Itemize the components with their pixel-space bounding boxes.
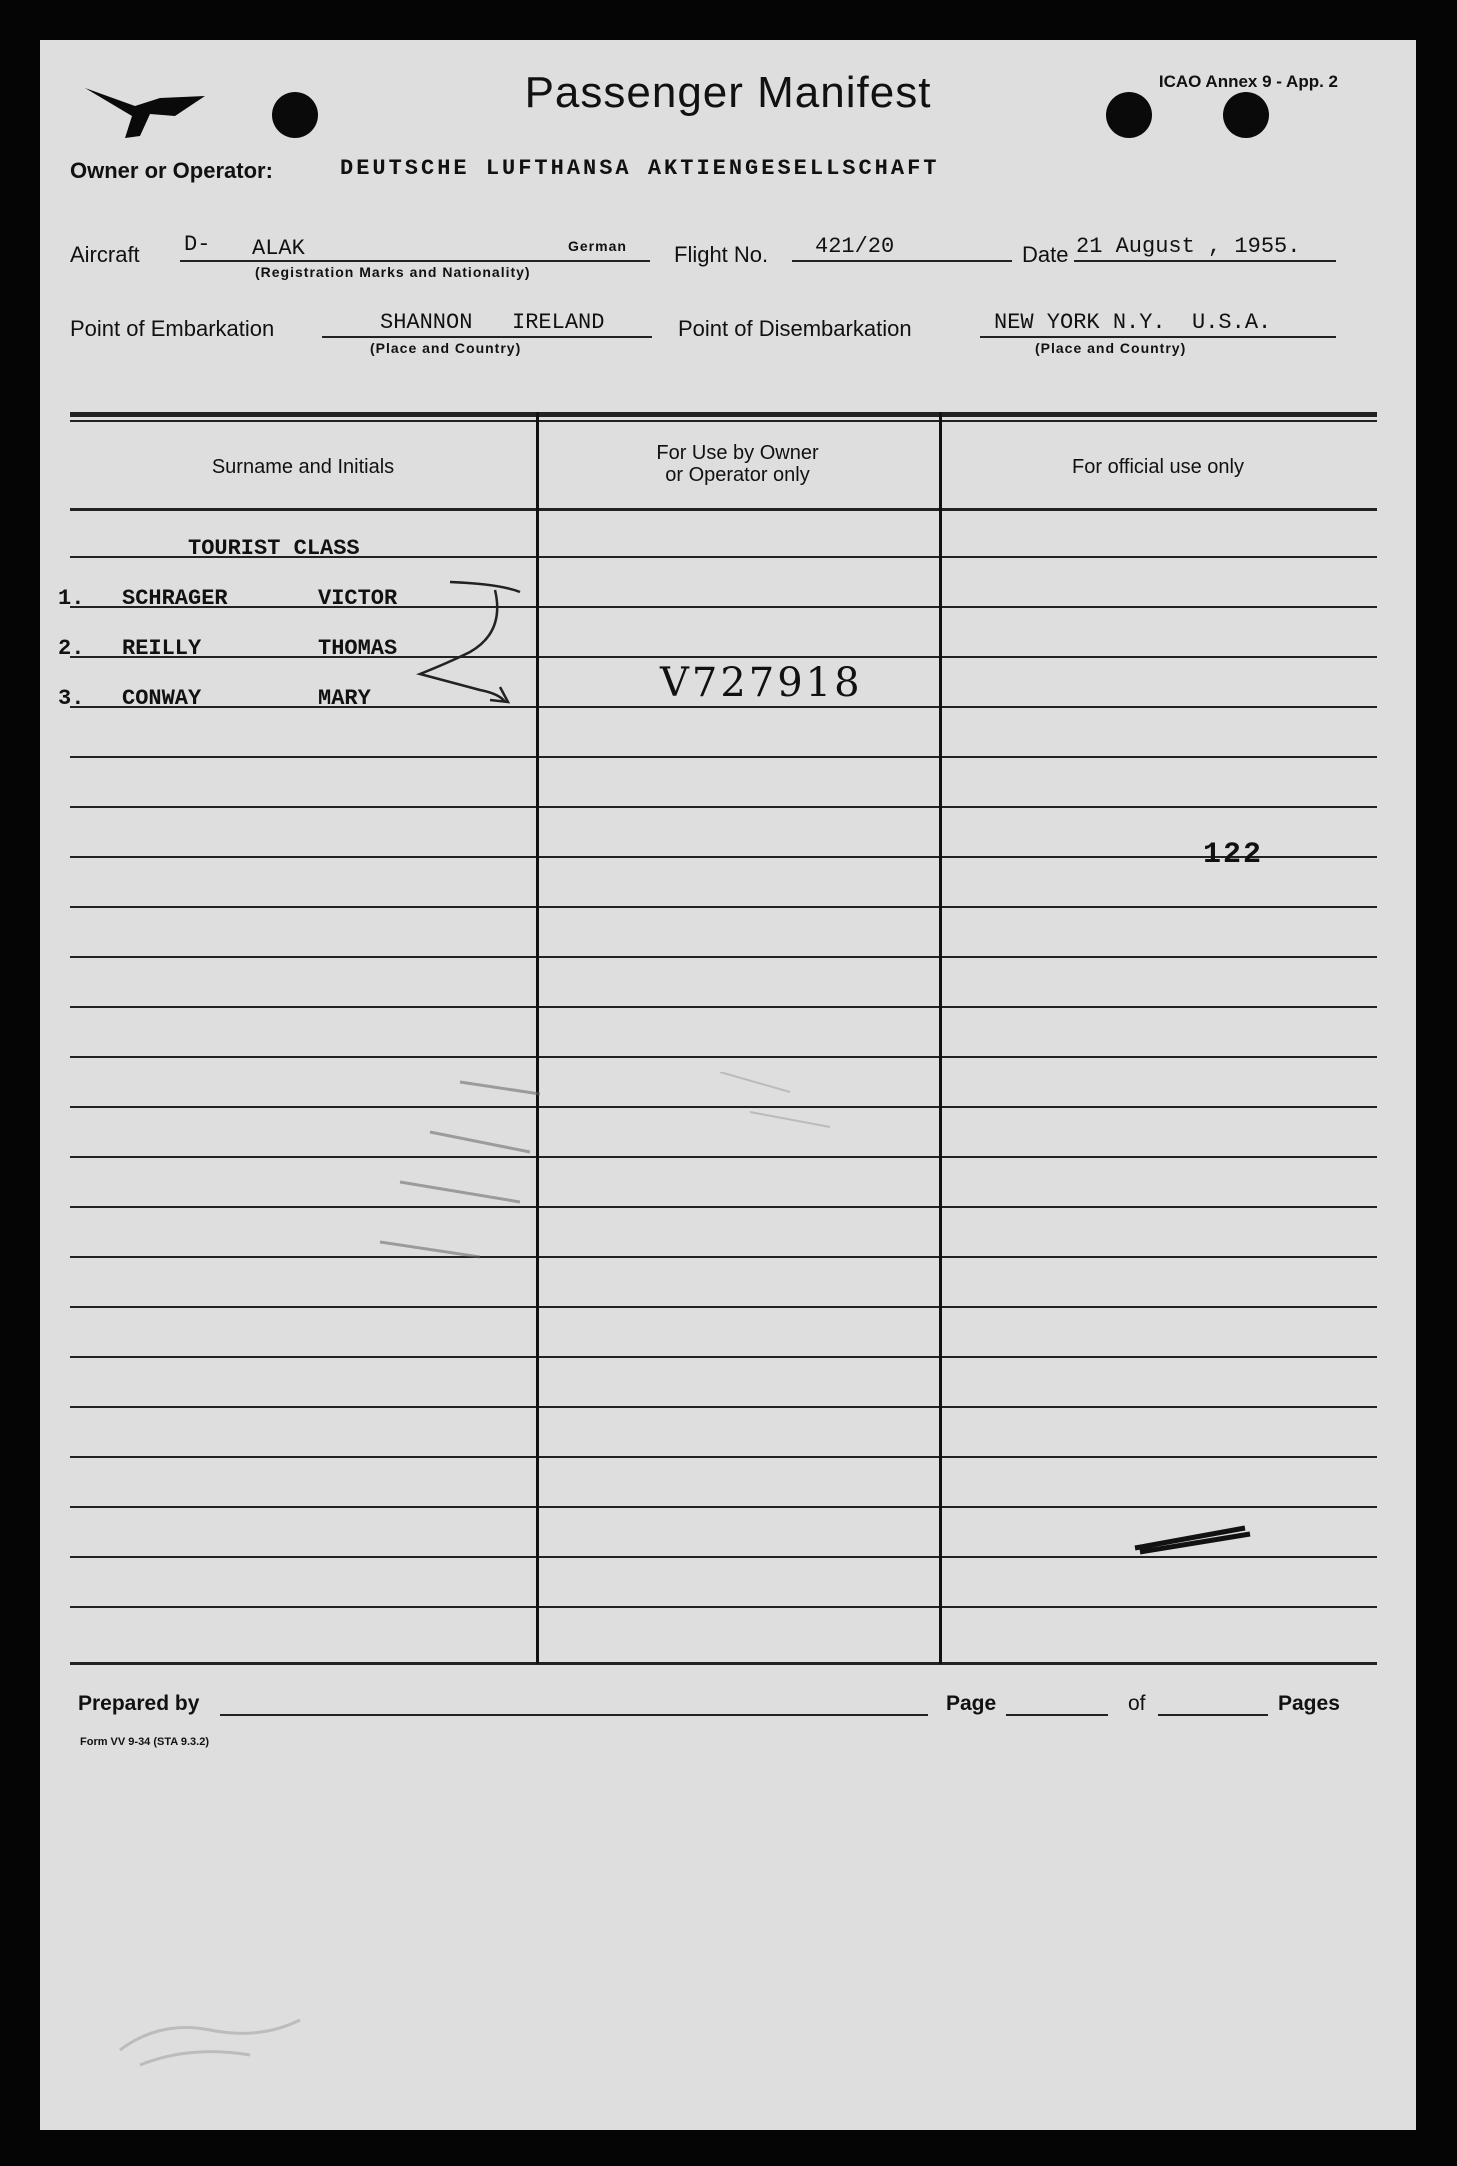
owner-value: DEUTSCHE LUFTHANSA AKTIENGESELLSCHAFT bbox=[340, 156, 940, 181]
handwritten-bracket-mark bbox=[410, 562, 570, 712]
header-official-use: For official use only bbox=[1072, 456, 1244, 478]
passenger-3-number: 3. bbox=[58, 686, 85, 711]
embarkation-value: SHANNON IRELAND bbox=[380, 310, 605, 335]
column-divider-2 bbox=[939, 412, 942, 1664]
aircraft-caption: (Registration Marks and Nationality) bbox=[255, 264, 531, 280]
passenger-2-number: 2. bbox=[58, 636, 85, 661]
form-identifier: Form VV 9-34 (STA 9.3.2) bbox=[80, 1736, 209, 1748]
header-owner-use bbox=[536, 442, 939, 486]
passenger-3-given: MARY bbox=[318, 686, 371, 711]
date-value: 21 August , 1955. bbox=[1076, 234, 1301, 259]
passenger-1-surname: SCHRAGER bbox=[122, 586, 228, 611]
owner-handwritten-note: V727918 bbox=[660, 660, 863, 706]
embarkation-caption: (Place and Country) bbox=[370, 340, 522, 356]
passenger-1-number: 1. bbox=[58, 586, 85, 611]
prepared-by-label: Prepared by bbox=[78, 1692, 200, 1715]
aircraft-prefix: D- bbox=[184, 232, 211, 257]
pencil-smudges bbox=[370, 1072, 890, 1332]
flight-number: 421/20 bbox=[815, 234, 895, 259]
passenger-1-given: VICTOR bbox=[318, 586, 398, 611]
pen-stroke-mark bbox=[1130, 1522, 1260, 1562]
disembarkation-value: NEW YORK N.Y. U.S.A. bbox=[994, 310, 1272, 335]
aircraft-label: Aircraft bbox=[70, 242, 140, 267]
passenger-2-surname: REILLY bbox=[122, 636, 202, 661]
aircraft-nationality: German bbox=[568, 238, 627, 254]
passenger-table bbox=[58, 412, 1377, 1664]
passenger-2-given: THOMAS bbox=[318, 636, 398, 661]
faint-stamp-mark bbox=[100, 1990, 340, 2080]
passenger-3-surname: CONWAY bbox=[122, 686, 202, 711]
aircraft-registration: ALAK bbox=[252, 236, 305, 261]
annex-reference: ICAO Annex 9 - App. 2 bbox=[1158, 72, 1338, 91]
manifest-sheet bbox=[40, 40, 1416, 2130]
header-surname: Surname and Initials bbox=[211, 456, 395, 478]
header-owner-line2: or Operator only bbox=[665, 464, 810, 486]
disembarkation-caption: (Place and Country) bbox=[1035, 340, 1187, 356]
form-title: Passenger Manifest bbox=[524, 68, 932, 117]
flight-label: Flight No. bbox=[674, 242, 769, 267]
header-owner-line1: For Use by Owner bbox=[656, 442, 819, 464]
embarkation-label: Point of Embarkation bbox=[70, 316, 275, 341]
date-label: Date bbox=[1022, 242, 1069, 267]
page-label: Page bbox=[946, 1692, 997, 1715]
class-label: TOURIST CLASS bbox=[188, 536, 360, 561]
disembarkation-label: Point of Disembarkation bbox=[678, 316, 912, 341]
owner-label: Owner or Operator: bbox=[70, 158, 273, 183]
of-label: of bbox=[1128, 1692, 1146, 1715]
pages-label: Pages bbox=[1278, 1692, 1340, 1715]
official-note: 122 bbox=[1203, 838, 1264, 872]
